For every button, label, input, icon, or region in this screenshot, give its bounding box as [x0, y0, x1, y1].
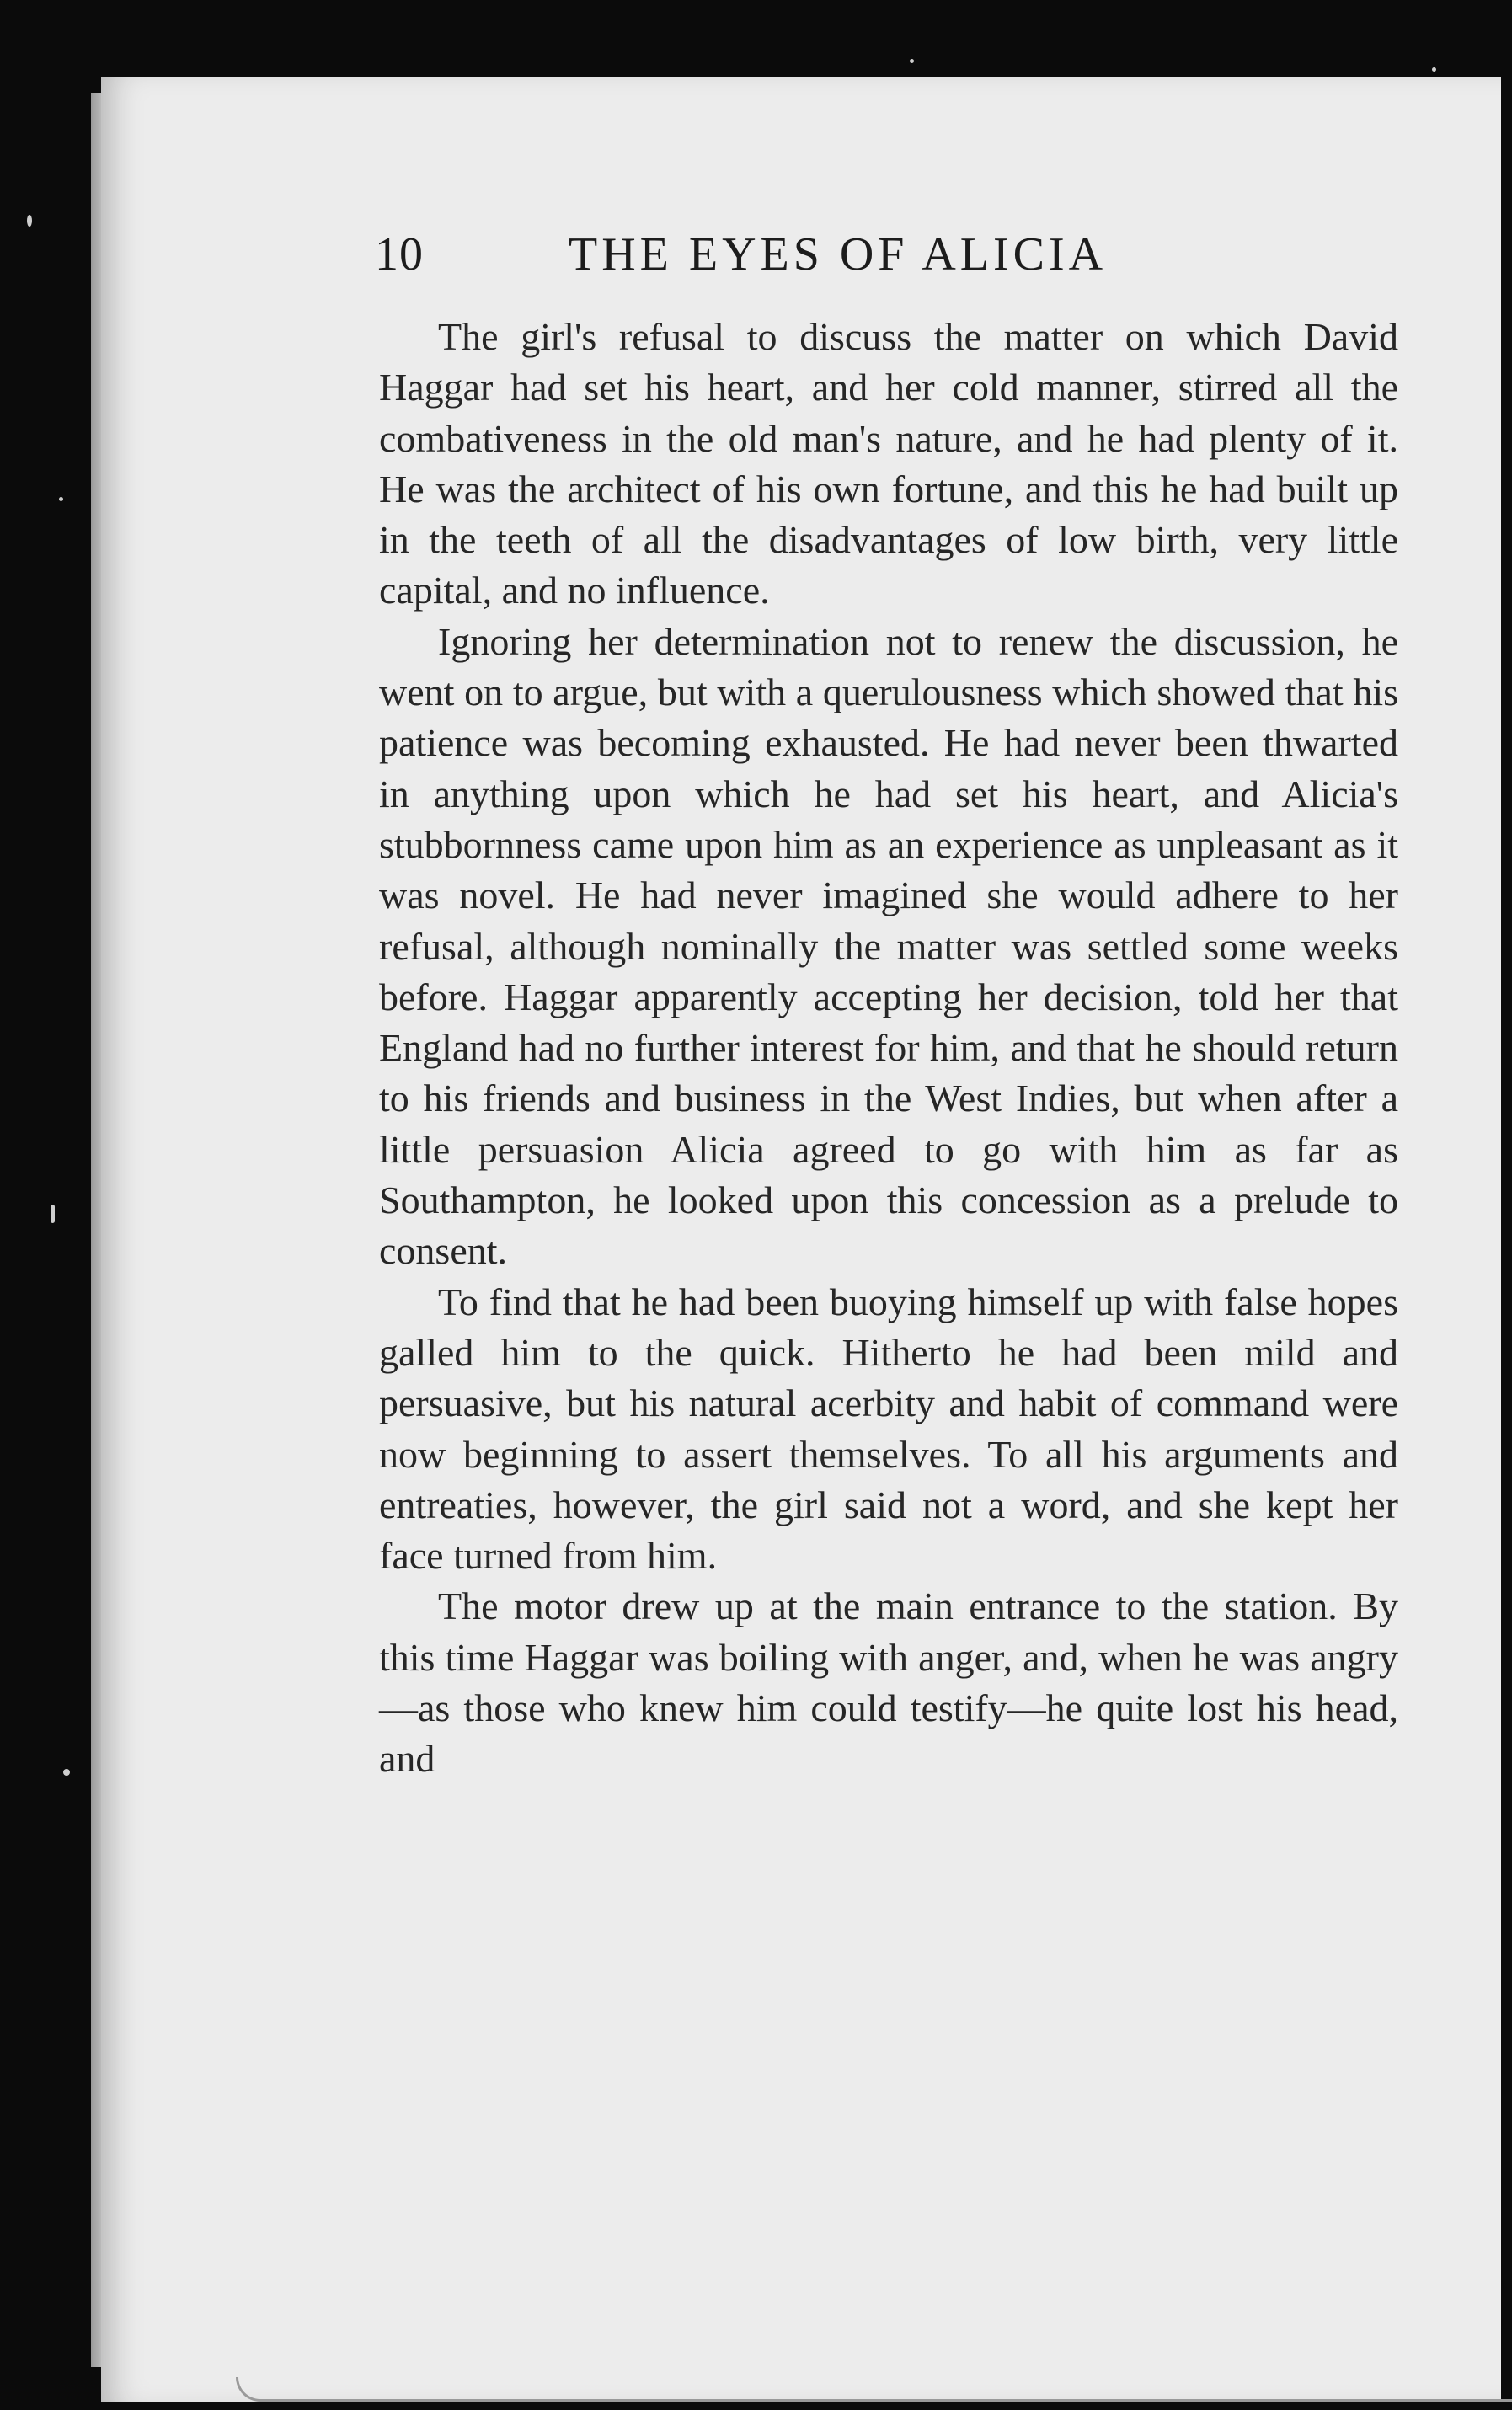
running-head: THE EYES OF ALICIA: [569, 228, 1108, 281]
dust-speck: [63, 1769, 70, 1776]
page-number: 10: [375, 228, 424, 281]
paragraph: The girl's refusal to discuss the matter on which David Haggar had set his heart, and her cold manner, stirred all the combativeness in the old man's nature, and he had plenty of it. He was the architect of his own fortune, and this he had built up in the teeth of all the disadvantages of low birth, very little capital, and no influence.: [379, 315, 1398, 612]
paragraph: Ignoring her determination not to renew the discussion, he went on to argue, but with a querulousness which showed that his patience was becoming exhausted. He had never been thwarted in anything upon which he had set his heart, and Alicia's stubbornness came upon him as an experience as unpleasant as it was novel. He had never imagined she would adhere to her refusal, although nominally the matter was settled some weeks before. Haggar apparently accepting her decision, told her that England had no further interest for him, and that he should return to his friends and business in the West Indies, but when after a little persuasion Alicia agreed to go with him as far as Southampton, he looked upon this concession as a prelude to consent.: [379, 619, 1398, 1273]
paragraph: To find that he had been buoying himself up with false hopes galled him to the quick. Hitherto he had been mild and persuasive, but his natural acerbity and habit of command were now beginning to assert themselves. To all his arguments and entreaties, however, the girl said not a word, and she kept her face turned from him.: [379, 1280, 1398, 1578]
dust-speck: [51, 1205, 55, 1223]
dust-speck: [1432, 67, 1436, 72]
page-edge-bottom: [236, 2377, 1512, 2402]
dust-speck: [59, 497, 63, 501]
page-header: [375, 227, 1419, 303]
dust-speck: [910, 59, 914, 63]
paragraph: The motor drew up at the main entrance to the station. By this time Haggar was boiling with anger, and, when he was angry—as those who knew him could testify—he quite lost his head, and: [379, 1584, 1398, 1781]
body-text: [379, 312, 1398, 1785]
dust-speck: [27, 215, 32, 227]
